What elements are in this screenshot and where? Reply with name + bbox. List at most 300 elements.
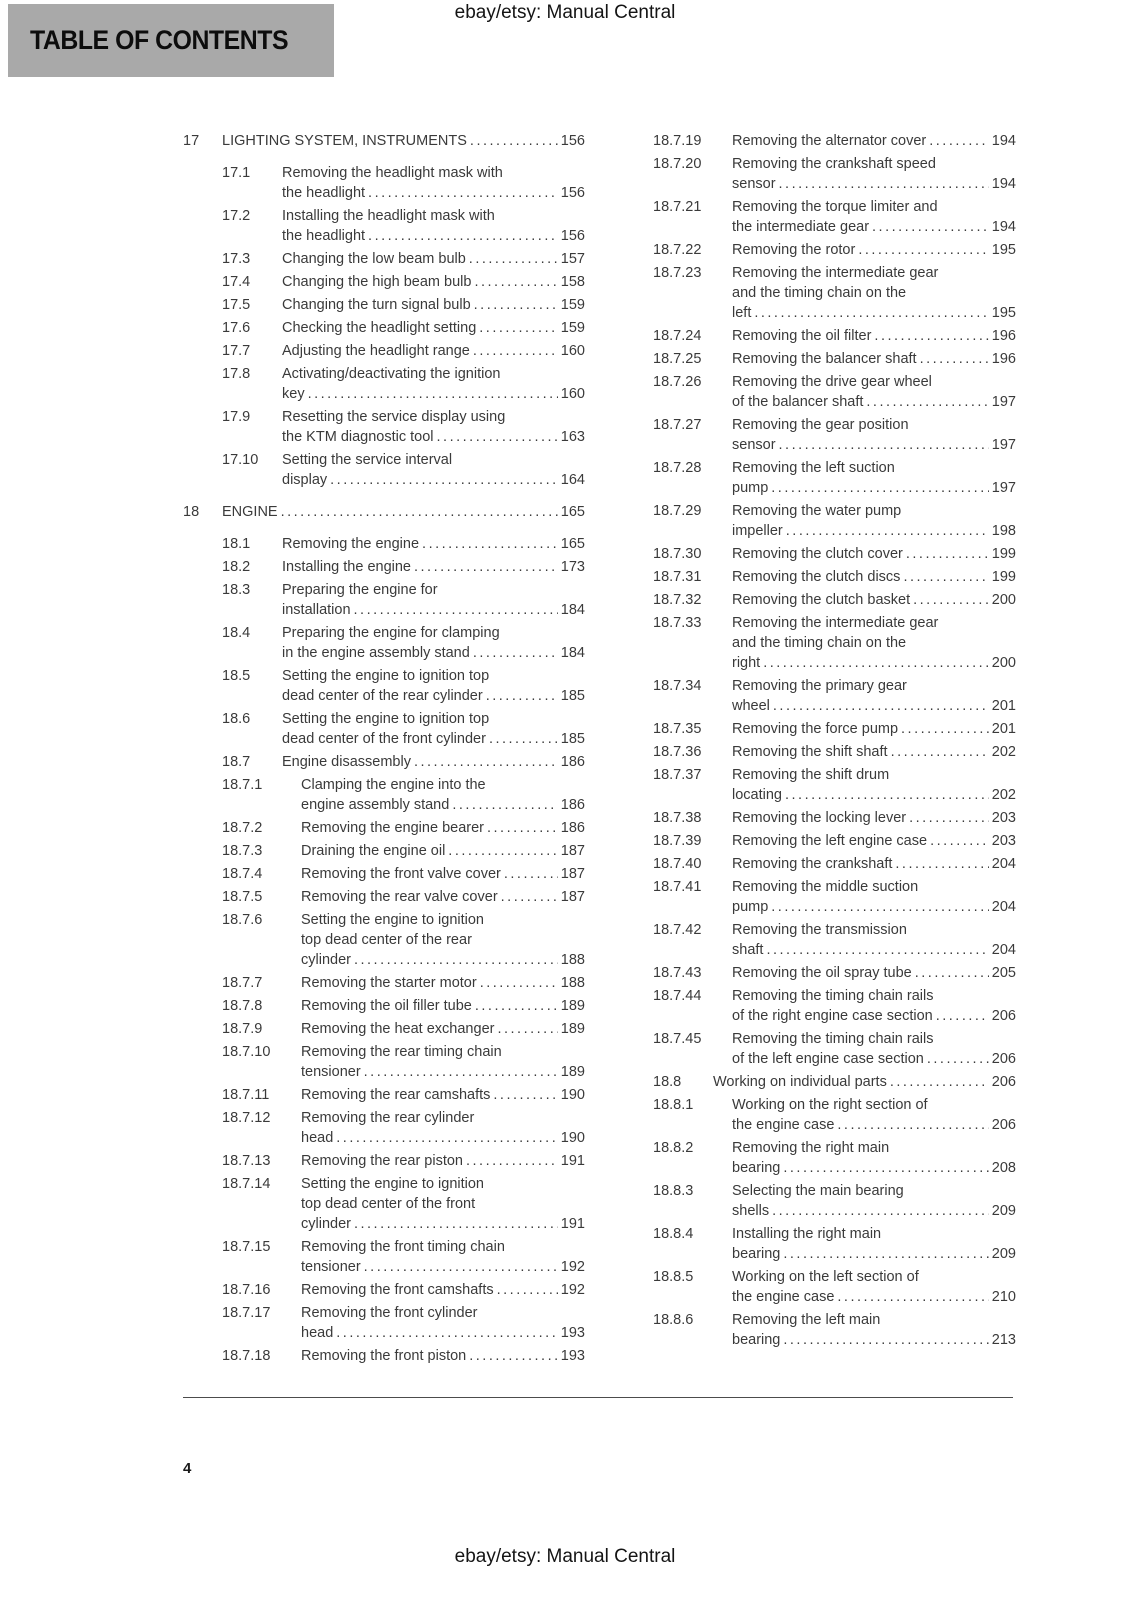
toc-entry-line-text: bearing <box>732 1160 781 1176</box>
toc-entry-line-text: the headlight <box>282 228 366 244</box>
toc-entry <box>183 163 585 203</box>
toc-entry-page: 200 <box>991 592 1016 608</box>
dot-leader <box>786 521 989 541</box>
toc-entry-line-text: bearing <box>732 1246 781 1262</box>
dot-leader <box>452 795 557 815</box>
toc-entry-line <box>282 729 585 749</box>
dot-leader <box>771 478 989 498</box>
toc-entry <box>183 502 585 522</box>
toc-entry <box>183 1019 585 1039</box>
toc-entry-line-text: Removing the oil filler tube <box>301 998 472 1014</box>
toc-entry-line-text: Removing the clutch cover <box>732 546 903 562</box>
toc-entry-title <box>222 131 585 151</box>
dot-leader <box>330 470 558 490</box>
toc-entry-number: 18.7.3 <box>222 843 263 859</box>
toc-entry-page: 186 <box>560 797 585 813</box>
toc-entry-line-text: Removing the locking lever <box>732 810 907 826</box>
toc-entry-line: Working on the left section of <box>732 1269 919 1285</box>
toc-entry-page: 165 <box>560 504 585 520</box>
toc-entry-page: 184 <box>560 645 585 661</box>
toc-entry <box>183 580 585 620</box>
toc-entry-page: 193 <box>560 1325 585 1341</box>
toc-entry-line <box>301 1323 585 1343</box>
toc-entry-page: 196 <box>991 328 1016 344</box>
toc-entry-page: 209 <box>991 1203 1016 1219</box>
toc-entry-line: Removing the timing chain rails <box>732 988 934 1004</box>
toc-entry-line-text: Engine disassembly <box>282 754 411 770</box>
dot-leader <box>281 502 558 522</box>
dot-leader <box>354 1214 558 1234</box>
toc-entry-line <box>732 1244 1016 1264</box>
toc-entry <box>614 963 1016 983</box>
toc-entry-line <box>301 795 585 815</box>
toc-entry-title <box>282 557 585 577</box>
toc-entry <box>614 263 1016 323</box>
toc-entry-line <box>282 341 585 361</box>
toc-entry <box>614 1138 1016 1178</box>
toc-entry-line <box>301 1214 585 1234</box>
toc-entry-line: Removing the torque limiter and <box>732 199 938 215</box>
toc-entry-title <box>282 666 585 706</box>
toc-entry-page: 201 <box>991 721 1016 737</box>
toc-entry-line-text: engine assembly stand <box>301 797 450 813</box>
dot-leader <box>927 1049 989 1069</box>
toc-entry-line <box>732 1115 1016 1135</box>
toc-entry-number: 18.2 <box>222 559 251 575</box>
dot-leader <box>469 1346 558 1366</box>
header-watermark: ebay/etsy: Manual Central <box>454 2 676 23</box>
toc-entry-number: 17.8 <box>222 366 251 382</box>
dot-leader <box>497 1019 557 1039</box>
dot-leader <box>773 696 989 716</box>
toc-entry-line: Removing the primary gear <box>732 678 907 694</box>
toc-entry-title <box>301 1019 585 1039</box>
toc-entry-page: 205 <box>991 965 1016 981</box>
toc-entry-number: 18.7.23 <box>653 265 702 281</box>
toc-entry <box>183 450 585 490</box>
dot-leader <box>866 392 988 412</box>
toc-entry-line-text: display <box>282 472 328 488</box>
toc-entry <box>183 1237 585 1277</box>
toc-entry-line-text: key <box>282 386 305 402</box>
toc-entry-line-text: Removing the alternator cover <box>732 133 927 149</box>
toc-entry <box>183 864 585 884</box>
toc-entry <box>183 364 585 404</box>
toc-entry-line <box>282 686 585 706</box>
toc-entry-line-text: head <box>301 1130 334 1146</box>
toc-entry-title <box>732 240 1016 260</box>
toc-entry-page: 164 <box>560 472 585 488</box>
toc-entry-line <box>732 217 1016 237</box>
toc-entry-page: 195 <box>991 242 1016 258</box>
dot-leader <box>766 940 988 960</box>
toc-entry-page: 190 <box>560 1087 585 1103</box>
toc-entry-number: 18.7.31 <box>653 569 702 585</box>
dot-leader <box>414 752 558 772</box>
toc-entry-number: 18.7.33 <box>653 615 702 631</box>
toc-entry-page: 199 <box>991 569 1016 585</box>
toc-entry-page: 208 <box>991 1160 1016 1176</box>
toc-entry-page: 191 <box>560 1216 585 1232</box>
toc-entry-line: Removing the crankshaft speed <box>732 156 936 172</box>
toc-entry-page: 194 <box>991 219 1016 235</box>
toc-entry-page: 197 <box>991 394 1016 410</box>
toc-entry-line-text: Changing the low beam bulb <box>282 251 466 267</box>
toc-entry-line-text: in the engine assembly stand <box>282 645 470 661</box>
toc-entry-line <box>282 318 585 338</box>
toc-entry <box>614 1224 1016 1264</box>
toc-entry-number: 18.7.18 <box>222 1348 271 1364</box>
toc-entry-line <box>282 534 585 554</box>
toc-entry-page: 187 <box>560 889 585 905</box>
toc-entry-page: 192 <box>560 1259 585 1275</box>
toc-entry-line-text: wheel <box>732 698 770 714</box>
dot-leader <box>474 295 558 315</box>
toc-entry <box>183 1085 585 1105</box>
dot-leader <box>479 318 558 338</box>
toc-entry-title <box>732 131 1016 151</box>
toc-entry <box>183 623 585 663</box>
toc-entry-line-text: Removing the clutch discs <box>732 569 901 585</box>
toc-entry-title <box>301 818 585 838</box>
toc-entry-line-text: left <box>732 305 752 321</box>
toc-entry-page: 156 <box>560 185 585 201</box>
toc-entry-line-text: ENGINE <box>222 504 278 520</box>
toc-entry-line-text: LIGHTING SYSTEM, INSTRUMENTS <box>222 133 467 149</box>
toc-entry-line-text: the KTM diagnostic tool <box>282 429 434 445</box>
toc-entry-number: 18.8 <box>653 1074 682 1090</box>
toc-entry-page: 184 <box>560 602 585 618</box>
toc-entry-page: 206 <box>991 1074 1016 1090</box>
toc-entry-line-text: Removing the rear piston <box>301 1153 463 1169</box>
toc-entry <box>183 996 585 1016</box>
toc-entry-number: 18.1 <box>222 536 251 552</box>
footer-watermark: ebay/etsy: Manual Central <box>454 1546 676 1567</box>
toc-entry-number: 18.7.35 <box>653 721 702 737</box>
toc-entry-number: 18.7.15 <box>222 1239 271 1255</box>
toc-entry-title <box>732 458 1016 498</box>
toc-entry-line-text: Removing the rotor <box>732 242 856 258</box>
toc-entry-title <box>732 676 1016 716</box>
toc-entry-title <box>732 1181 1016 1221</box>
toc-entry <box>614 613 1016 673</box>
toc-entry-page: 210 <box>991 1289 1016 1305</box>
toc-entry <box>614 131 1016 151</box>
toc-entry-number: 17.1 <box>222 165 251 181</box>
toc-entry-line-text: Installing the engine <box>282 559 411 575</box>
toc-entry-number: 18.7.13 <box>222 1153 271 1169</box>
toc-entry <box>183 1303 585 1343</box>
toc-entry-page: 199 <box>991 546 1016 562</box>
toc-entry-title <box>732 154 1016 194</box>
toc-entry-title <box>282 709 585 749</box>
toc-entry-line-text: the engine case <box>732 1289 835 1305</box>
toc-entry-line-text: the intermediate gear <box>732 219 870 235</box>
toc-entry-title <box>732 1095 1016 1135</box>
toc-entry-line: Activating/deactivating the ignition <box>282 366 501 382</box>
toc-entry-title <box>732 963 1016 983</box>
dot-leader <box>489 729 558 749</box>
toc-entry-line-text: Removing the engine bearer <box>301 820 484 836</box>
toc-entry-title <box>732 920 1016 960</box>
toc-entry-line: Resetting the service display using <box>282 409 506 425</box>
toc-entry-page: 163 <box>560 429 585 445</box>
toc-entry-number: 18.7.37 <box>653 767 702 783</box>
dot-leader <box>368 226 558 246</box>
toc-entry-number: 18.7.11 <box>222 1087 270 1103</box>
toc-entry <box>614 1310 1016 1350</box>
toc-entry-line <box>732 303 1016 323</box>
toc-entry-line: Removing the timing chain rails <box>732 1031 934 1047</box>
toc-entry-page: 186 <box>560 754 585 770</box>
toc-entry-number: 18.7.17 <box>222 1305 271 1321</box>
toc-entry-page: 189 <box>560 998 585 1014</box>
footer-rule <box>183 1397 1013 1398</box>
toc-entry <box>183 666 585 706</box>
dot-leader <box>504 864 558 884</box>
toc-entry <box>614 831 1016 851</box>
toc-entry-title <box>732 197 1016 237</box>
toc-entry-title <box>732 854 1016 874</box>
toc-entry-line-text: head <box>301 1325 334 1341</box>
toc-entry-line-text: Checking the headlight setting <box>282 320 477 336</box>
toc-entry-page: 191 <box>560 1153 585 1169</box>
toc-entry-title <box>732 719 1016 739</box>
toc-entry-page: 203 <box>991 810 1016 826</box>
dot-leader <box>354 600 558 620</box>
toc-entry <box>614 986 1016 1026</box>
toc-entry-number: 18.7.36 <box>653 744 702 760</box>
toc-entry-title <box>282 623 585 663</box>
toc-entry-title <box>732 326 1016 346</box>
toc-entry-title <box>282 450 585 490</box>
toc-entry-line-text: pump <box>732 480 769 496</box>
toc-entry-line-text: Removing the oil spray tube <box>732 965 912 981</box>
toc-entry <box>183 709 585 749</box>
toc-entry-page: 192 <box>560 1282 585 1298</box>
toc-entry-line <box>732 831 1016 851</box>
dot-leader <box>763 653 989 673</box>
toc-entry-number: 18.7.8 <box>222 998 263 1014</box>
toc-entry <box>183 1280 585 1300</box>
dot-leader <box>368 183 558 203</box>
toc-entry-title <box>732 590 1016 610</box>
toc-entry-page: 202 <box>991 787 1016 803</box>
toc-entry-line <box>301 1062 585 1082</box>
toc-entry-line: and the timing chain on the <box>732 285 907 301</box>
toc-entry-line-text: Changing the turn signal bulb <box>282 297 471 313</box>
toc-entry-title <box>282 163 585 203</box>
toc-entry <box>614 742 1016 762</box>
dot-leader <box>909 808 989 828</box>
toc-entry-line: Removing the gear position <box>732 417 909 433</box>
toc-entry-page: 204 <box>991 942 1016 958</box>
dot-leader <box>895 854 988 874</box>
dot-leader <box>929 131 989 151</box>
toc-entry-line: Removing the left suction <box>732 460 895 476</box>
toc-entry-line-text: shells <box>732 1203 770 1219</box>
toc-entry-line-text: impeller <box>732 523 783 539</box>
dot-leader <box>936 1006 989 1026</box>
toc-entry-line-text: Removing the left engine case <box>732 833 928 849</box>
toc-entry-line: Removing the drive gear wheel <box>732 374 932 390</box>
dot-leader <box>437 427 558 447</box>
toc-entry-line <box>732 590 1016 610</box>
toc-entry-line <box>282 226 585 246</box>
toc-entry <box>183 206 585 246</box>
toc-entry-number: 18.7.2 <box>222 820 263 836</box>
toc-entry-line: Removing the intermediate gear <box>732 265 939 281</box>
toc-entry-title <box>282 272 585 292</box>
toc-entry-line <box>732 240 1016 260</box>
dot-leader <box>497 1280 558 1300</box>
toc-entry-number: 17.7 <box>222 343 251 359</box>
toc-entry-line <box>282 643 585 663</box>
toc-entry-number: 18.7.5 <box>222 889 263 905</box>
toc-entry <box>614 719 1016 739</box>
toc-entry-number: 18.7.43 <box>653 965 702 981</box>
toc-entry-page: 185 <box>560 731 585 747</box>
dot-leader <box>487 818 558 838</box>
toc-entry-title <box>301 1085 585 1105</box>
toc-entry-line <box>301 1257 585 1277</box>
dot-leader <box>501 887 558 907</box>
dot-leader <box>466 1151 558 1171</box>
toc-entry-page: 196 <box>991 351 1016 367</box>
toc-entry-title <box>301 841 585 861</box>
toc-entry <box>614 854 1016 874</box>
toc-entry-number: 18.7.29 <box>653 503 702 519</box>
toc-entry-line-text: Removing the starter motor <box>301 975 477 991</box>
toc-entry-line <box>732 349 1016 369</box>
toc-entry-title <box>282 407 585 447</box>
toc-entry-number: 18.7.41 <box>653 879 702 895</box>
toc-entry-title <box>301 887 585 907</box>
toc-entry-line <box>282 384 585 404</box>
toc-entry-line <box>732 392 1016 412</box>
toc-entry <box>183 910 585 970</box>
toc-entry-line: Setting the engine to ignition top <box>282 711 490 727</box>
toc-entry-line <box>282 752 585 772</box>
dot-leader <box>364 1062 558 1082</box>
toc-entry-page: 185 <box>560 688 585 704</box>
toc-entry-page: 193 <box>560 1348 585 1364</box>
toc-entry-line-text: bearing <box>732 1332 781 1348</box>
toc-entry <box>183 341 585 361</box>
toc-entry-line-text: Removing the crankshaft <box>732 856 893 872</box>
toc-entry-number: 17.2 <box>222 208 251 224</box>
toc-entry-line <box>282 600 585 620</box>
toc-entry-line: Removing the front cylinder <box>301 1305 478 1321</box>
dot-leader <box>448 841 558 861</box>
toc-entry-title <box>732 544 1016 564</box>
toc-entry <box>614 920 1016 960</box>
dot-leader <box>771 897 989 917</box>
toc-entry <box>614 567 1016 587</box>
toc-entry-line <box>732 1158 1016 1178</box>
toc-entry-title <box>301 1237 585 1277</box>
toc-entry-line-text: shaft <box>732 942 764 958</box>
dot-leader <box>930 831 989 851</box>
toc-entry-number: 18.7.39 <box>653 833 702 849</box>
dot-leader <box>414 557 558 577</box>
page-number: 4 <box>183 1460 192 1477</box>
toc-entry-page: 173 <box>560 559 585 575</box>
toc-entry-number: 18.7.34 <box>653 678 702 694</box>
toc-entry-line: Setting the service interval <box>282 452 453 468</box>
toc-entry-number: 18.7.10 <box>222 1044 271 1060</box>
toc-entry-line-text: Removing the force pump <box>732 721 899 737</box>
dot-leader <box>336 1323 558 1343</box>
toc-entry-number: 18.7.25 <box>653 351 702 367</box>
toc-entry-number: 17 <box>183 133 200 149</box>
toc-entry-page: 186 <box>560 820 585 836</box>
toc-entry-page: 213 <box>991 1332 1016 1348</box>
toc-entry-page: 158 <box>560 274 585 290</box>
dot-leader <box>906 544 989 564</box>
toc-entry-line <box>732 174 1016 194</box>
toc-entry <box>614 501 1016 541</box>
toc-entry-line-text: Removing the shift shaft <box>732 744 888 760</box>
toc-entry-line <box>713 1072 1016 1092</box>
dot-leader <box>783 1244 988 1264</box>
toc-entry-title <box>732 263 1016 323</box>
toc-entry <box>614 676 1016 716</box>
dot-leader <box>474 272 557 292</box>
toc-entry-number: 18.7.7 <box>222 975 263 991</box>
toc-entry-line-text: Removing the front camshafts <box>301 1282 494 1298</box>
toc-entry-title <box>732 877 1016 917</box>
toc-entry-page: 156 <box>560 228 585 244</box>
toc-entry-line: Setting the engine to ignition <box>301 1176 484 1192</box>
toc-entry-number: 17.5 <box>222 297 251 313</box>
toc-entry-line <box>282 183 585 203</box>
dot-leader <box>470 131 558 151</box>
toc-entry-title <box>301 775 585 815</box>
dot-leader <box>308 384 558 404</box>
toc-entry-number: 18.7.45 <box>653 1031 702 1047</box>
toc-entry-line <box>732 940 1016 960</box>
toc-entry-line-text: of the balancer shaft <box>732 394 864 410</box>
toc-entry-page: 194 <box>991 176 1016 192</box>
dot-leader <box>473 341 558 361</box>
toc-entry-title <box>732 808 1016 828</box>
toc-entry-page: 203 <box>991 833 1016 849</box>
toc-entry-number: 18.7 <box>222 754 251 770</box>
toc-entry-page: 159 <box>560 320 585 336</box>
dot-leader <box>364 1257 558 1277</box>
dot-leader <box>920 349 989 369</box>
toc-entry-line-text: Removing the balancer shaft <box>732 351 917 367</box>
toc-entry-title <box>301 864 585 884</box>
toc-entry-line-text: Removing the rear valve cover <box>301 889 498 905</box>
toc-entry-number: 18.7.21 <box>653 199 702 215</box>
dot-leader <box>422 534 558 554</box>
toc-entry-line <box>301 1151 585 1171</box>
toc-entry-title <box>301 1174 585 1234</box>
toc-entry-line-text: pump <box>732 899 769 915</box>
toc-entry <box>183 887 585 907</box>
dot-leader <box>754 303 988 323</box>
toc-entry-title <box>282 295 585 315</box>
toc-entry-line: top dead center of the front <box>301 1196 476 1212</box>
toc-entry-title <box>282 341 585 361</box>
toc-entry-number: 17.10 <box>222 452 259 468</box>
toc-entry-line <box>732 696 1016 716</box>
toc-entry-number: 18.8.4 <box>653 1226 694 1242</box>
toc-entry-line-text: of the left engine case section <box>732 1051 924 1067</box>
toc-entry-line-text: Removing the front piston <box>301 1348 467 1364</box>
